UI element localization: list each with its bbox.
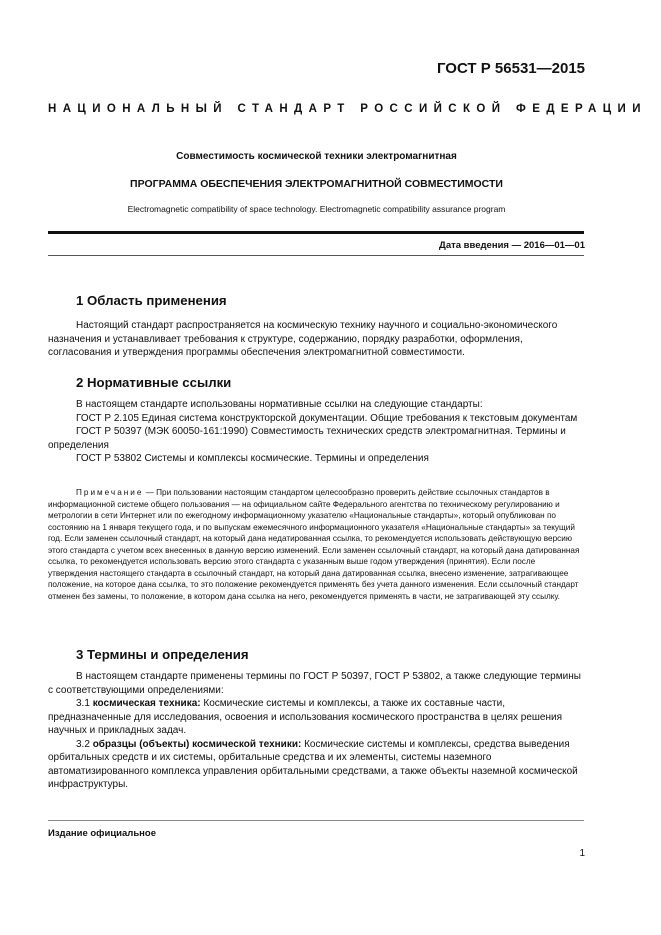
english-title: Electromagnetic compatibility of space technology. Electromagnetic compatibility assurance program [127,204,506,214]
section-3-intro: В настоящем стандарте применены термины по ГОСТ Р 50397, ГОСТ Р 53802, а также следующие термины с соответствующими определениями: [48,671,581,696]
page-number: 1 [579,848,585,859]
term-text: Космические системы и комплексы, средства выведения орбитальных средств и их системы, орбитальные средства и их элементы, системы наземного автоматизированного комплекса управления орбитальными средствами, а также объекты наземной космической инфраструктуры. [48,738,578,790]
section-3-heading: 3 Термины и определения [76,647,249,662]
term-text: Космические системы и комплексы, а также их составные части, предназначенные для исследования, освоения и использования космического пространства в целях решения научных и прикладных задач. [48,698,562,736]
document-number: ГОСТ Р 56531—2015 [436,60,585,77]
title-divider-thin [48,255,584,256]
section-3-body [48,670,584,792]
footer-divider [48,820,584,821]
section-2-intro: В настоящем стандарте использованы нормативные ссылки на следующие стандарты: [76,399,483,410]
reference-item: ГОСТ Р 53802 Системы и комплексы космические. Термины и определения [76,453,429,464]
section-1-heading: 1 Область применения [76,293,227,308]
section-2-heading: 2 Нормативные ссылки [76,375,232,390]
term-name: космическая техника: [92,698,201,709]
section-2-note [48,487,584,602]
term-definition [48,738,584,792]
section-2-body [48,398,584,466]
term-number: 3.2 [76,738,93,750]
introduction-date: Дата введения — 2016—01—01 [439,240,585,251]
term-definition [48,697,584,738]
section-1-body [48,319,584,360]
title-divider-thick [48,231,584,234]
official-edition-label: Издание официальное [48,828,156,839]
term-name: образцы (объекты) космической техники: [92,738,302,750]
reference-item: ГОСТ Р 2.105 Единая система конструкторской документации. Общие требования к текстовым документам [76,412,578,424]
document-title: Совместимость космической техники электромагнитная [176,151,457,162]
section-1-paragraph: Настоящий стандарт распространяется на космическую технику научного и социально-экономического назначения и устанавливает требования к структуре, содержанию, порядку разработки, оформления, согласования и утверждения программы обеспечения электромагнитной совместимости. [48,320,558,358]
reference-item: ГОСТ Р 50397 (МЭК 60050-161:1990) Совместимость технических средств электромагнитная. Термины и определения [48,426,566,451]
note-text: — При пользовании настоящим стандартом целесообразно проверить действие ссылочных стандартов в информационной системе общего пользования — на официальном сайте Федерального агентства по техническому регулированию и метрологии в сети Интернет или по ежегодному информационному указателю «Национальные стандарты», который опубликован по состоянию на 1 января текущего года, и по выпускам ежемесячного информационного указателя «Национальные стандарты» за текущий год. Если заменен ссылочный стандарт, на который дана недатированная ссылка, то рекомендуется использовать действующую версию этого стандарта с учетом всех внесенных в данную версию изменений. Если заменен ссылочный стандарт, на который дана датированная ссылка, то рекомендуется использовать версию этого стандарта с указанным выше годом утверждения (принятия). Если после утверждения настоящего стандарта в ссылочный стандарт, на который дана датированная ссылка, внесено изменение, затрагивающее положение, на которое дана ссылка, то это положение рекомендуется применять без учета данного изменения. Если ссылочный стандарт отменен без замены, то положение, в котором дана ссылка на него, рекомендуется применять в части, не затрагивающей эту ссылку. [48,488,580,601]
national-standard-banner: НАЦИОНАЛЬНЫЙ СТАНДАРТ РОССИЙСКОЙ ФЕДЕРАЦИИ [48,103,647,115]
note-label: Примечание [76,488,144,497]
term-number: 3.1 [76,698,93,709]
document-subtitle: ПРОГРАММА ОБЕСПЕЧЕНИЯ ЭЛЕКТРОМАГНИТНОЙ СОВМЕСТИМОСТИ [130,178,503,190]
